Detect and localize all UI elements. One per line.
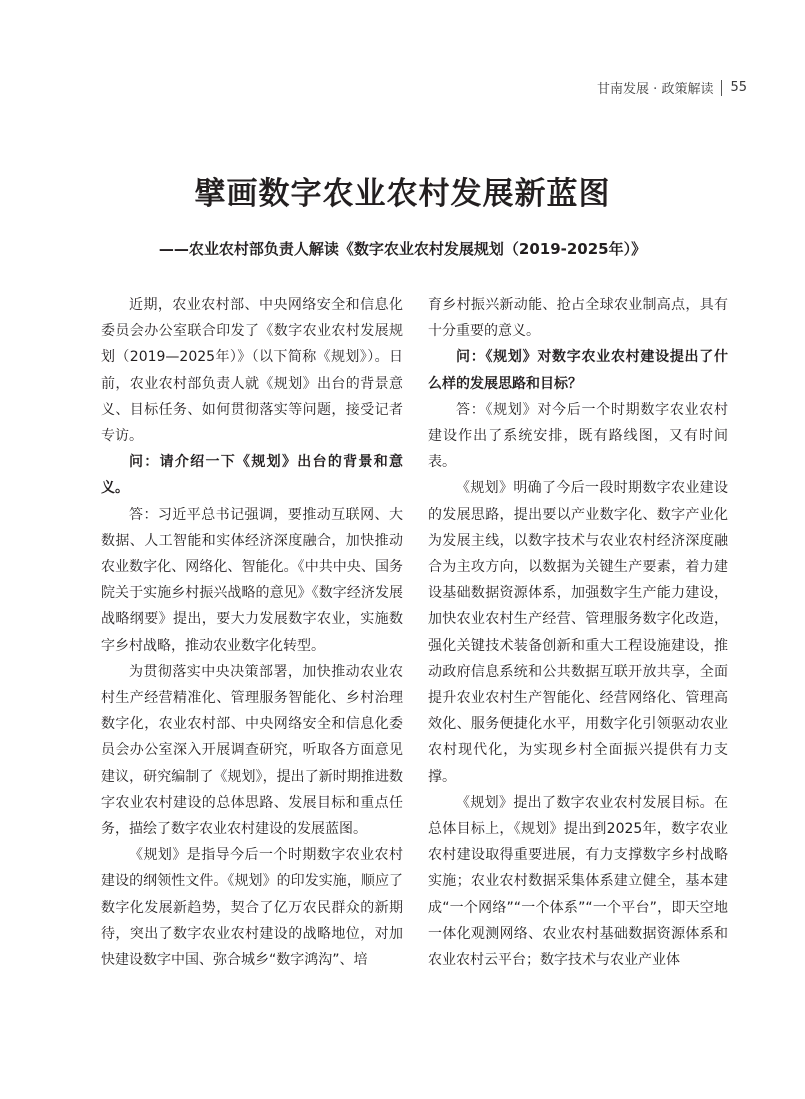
section-label: 甘南发展 · 政策解读 [597, 82, 714, 97]
running-header [597, 78, 747, 97]
question-2: 问：《规划》对数字农业农村建设提出了什么样的发展思路和目标？ [428, 349, 728, 392]
paragraph: 《规划》明确了今后一段时期数字农业建设的发展思路，提出要以产业数字化、数字产业化为发展主线，以数字技术与农业农村经济深度融合为主攻方向，以数据为关键生产要素，着力建设基础数据资源体系，加强数字生产能力建设，加快农业农村生产经营、管理服务数字化改造，强化关键技术装备创新和重大工程设施建设，推动政府信息系统和公共数据互联开放共享，全面提升农业农村生产智能化、经营网络化、管理高效化、服务便捷化水平，用数字化引领驱动农业农村现代化，为实现乡村全面振兴提供有力支撑。 [428, 480, 728, 785]
paragraph-continued: 育乡村振兴新动能、抢占全球农业制高点，具有十分重要的意义。 [428, 297, 728, 340]
paragraph: 《规划》是指导今后一个时期数字农业农村建设的纲领性文件。《规划》的印发实施，顺应了数字化发展新趋势，契合了亿万农民群众的新期待，突出了数字农业农村建设的战略地位，对加快建设数字中国、弥合城乡“数字鸿沟”、培 [101, 847, 403, 969]
left-column [101, 292, 403, 973]
right-column [428, 292, 728, 973]
page-number: 55 [730, 80, 747, 95]
paragraph: 为贯彻落实中央决策部署，加快推动农业农村生产经营精准化、管理服务智能化、乡村治理数字化，农业农村部、中央网络安全和信息化委员会办公室深入开展调查研究，听取各方面意见建议，研究编制了《规划》，提出了新时期推进数字农业农村建设的总体思路、发展目标和重点任务，描绘了数字农业农村建设的发展蓝图。 [101, 663, 403, 838]
answer-2: 答：《规划》对今后一个时期数字农业农村建设作出了系统安排，既有路线图，又有时间表。 [428, 401, 728, 471]
header-divider [721, 80, 722, 96]
article-subtitle: ——农业农村部负责人解读《数字农业农村发展规划（2019-2025年）》 [158, 240, 647, 258]
question-1: 问：请介绍一下《规划》出台的背景和意义。 [101, 454, 403, 497]
article-title: 擘画数字农业农村发展新蓝图 [194, 176, 611, 212]
answer-1: 答：习近平总书记强调，要推动互联网、大数据、人工智能和实体经济深度融合，加快推动农业数字化、网络化、智能化。《中共中央、国务院关于实施乡村振兴战略的意见》《数字经济发展战略纲要》提出，要大力发展数字农业，实施数字乡村战略，推动农业数字化转型。 [101, 506, 403, 654]
paragraph-intro: 近期，农业农村部、中央网络安全和信息化委员会办公室联合印发了《数字农业农村发展规划（2019—2025年）》（以下简称《规划》）。日前，农业农村部负责人就《规划》出台的背景意义、目标任务、如何贯彻落实等问题，接受记者专访。 [101, 297, 403, 445]
paragraph: 《规划》提出了数字农业农村发展目标。在总体目标上，《规划》提出到2025年，数字农业农村建设取得重要进展，有力支撑数字乡村战略实施；农业农村数据采集体系建立健全，基本建成“一个网络”“一个体系”“一个平台”，即天空地一体化观测网络、农业农村基础数据资源体系和农业农村云平台；数字技术与农业产业体 [428, 794, 728, 969]
